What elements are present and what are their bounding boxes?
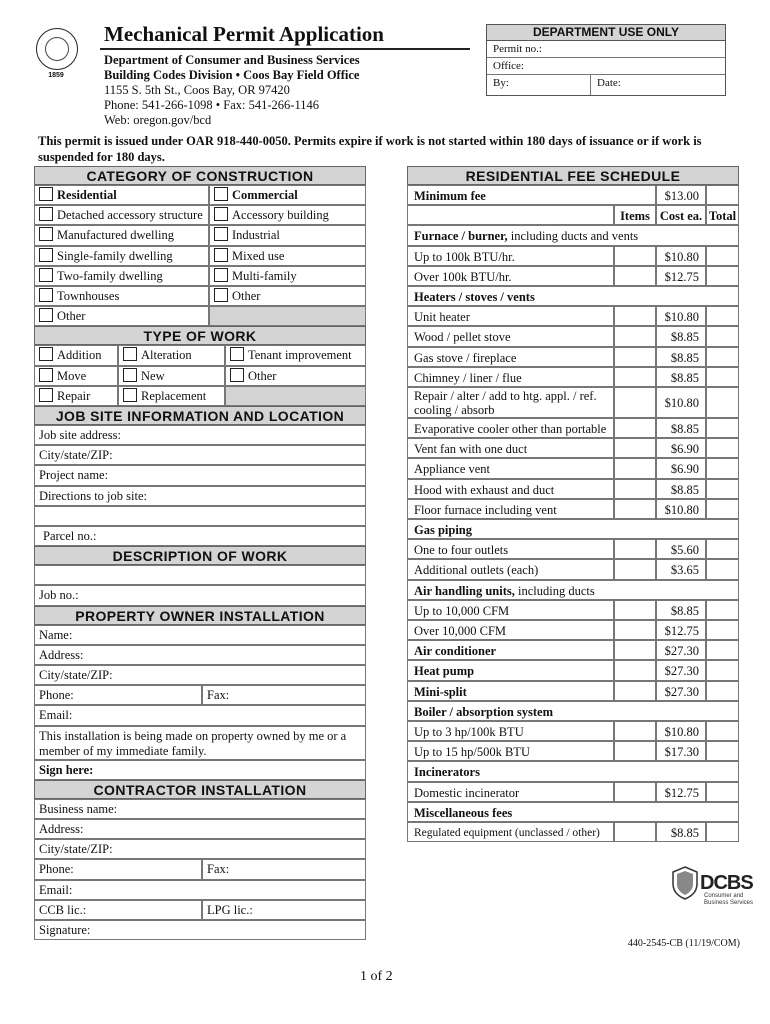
fee-item-1 [407,246,614,266]
fee-cost-value: $10.80 [656,387,706,418]
department-use-heading: DEPARTMENT USE ONLY [487,25,725,41]
category-right-1-label: Accessory building [232,208,329,223]
fee-item-7 [407,367,614,387]
fee-cost-value: $27.30 [656,640,706,660]
fee-items-input[interactable] [614,782,656,802]
fee-total-input[interactable] [706,782,739,802]
fee-items-input[interactable] [614,681,656,701]
fee-item-label: Regulated equipment (unclassed / other) [414,827,600,839]
category-right-0-checkbox[interactable] [214,187,228,201]
fee-item-24 [407,721,614,741]
job-site-heading: JOB SITE INFORMATION AND LOCATION [34,406,366,425]
category-left-5-label: Townhouses [57,289,120,303]
fee-group-label: Boiler / absorption system [414,704,554,719]
street-address: 1155 S. 5th St., Coos Bay, OR 97420 [104,83,290,97]
work-type-b-1[interactable] [118,366,225,386]
description-field[interactable] [34,565,366,585]
category-left-0[interactable] [34,185,209,205]
work-type-a-0[interactable] [34,345,118,365]
category-left-3-label: Single-family dwelling [57,248,173,263]
fee-item-label: Up to 100k BTU/hr. [414,249,515,264]
permit-no-field[interactable]: Permit no.: [487,41,725,58]
job-no-field[interactable]: Job no.: [34,585,366,605]
category-left-0-checkbox[interactable] [39,187,53,201]
work-type-b-2-checkbox[interactable] [123,388,137,402]
category-right-4-label: Multi-family [232,268,297,283]
fee-item-label: Up to 15 hp/500k BTU [414,745,530,760]
phone-fax: Phone: 541-266-1098 • Fax: 541-266-1146 [104,98,320,112]
fee-group-suffix: including ducts [514,583,595,598]
category-right-3-label: Mixed use [232,248,285,263]
fee-item-label: Unit heater [414,310,470,325]
fee-cost-value: $27.30 [656,681,706,701]
fee-cost-value: $3.65 [656,559,706,579]
fee-group-3 [407,286,739,306]
category-left-6-checkbox[interactable] [39,308,53,322]
category-right-3-checkbox[interactable] [214,248,228,262]
division-name: Building Codes Division • Coos Bay Field Office [104,68,360,82]
fee-item-15 [407,539,614,559]
category-left-4[interactable] [34,266,209,286]
col-total-header: Total [706,205,739,225]
title-divider [100,48,470,50]
fee-cost-value: $10.80 [656,306,706,326]
fee-items-input[interactable] [614,367,656,387]
contractor-heading: CONTRACTOR INSTALLATION [34,780,366,799]
fee-item-label: Domestic incinerator [414,785,520,800]
owner-heading: PROPERTY OWNER INSTALLATION [34,606,366,625]
owner-sign-field[interactable]: Sign here: [34,760,366,780]
logo-sub-line-2: Business Services [704,900,754,906]
fee-item-label: Wood / pellet stove [414,330,511,345]
fee-item-22 [407,681,614,701]
fee-group-label: Gas piping [414,523,473,537]
work-type-a-0-checkbox[interactable] [39,347,53,361]
category-right-5-checkbox[interactable] [214,288,228,302]
fee-items-input[interactable] [614,721,656,741]
fee-cost-value: $8.85 [656,479,706,499]
fee-group-28 [407,802,739,822]
fee-item-label: Over 10,000 CFM [414,624,507,638]
contractor-ccb-field[interactable]: CCB lic.: [34,900,202,920]
fee-items-input[interactable] [614,306,656,326]
fee-cost-value: $6.90 [656,438,706,458]
category-left-4-label: Two-family dwelling [57,268,163,283]
fee-group-label: Heaters / stoves / vents [414,290,535,304]
fee-total-input[interactable] [706,367,739,387]
min-fee-label: Minimum fee [407,185,656,205]
fee-item-label: Additional outlets (each) [414,563,539,578]
fee-cost-value: $27.30 [656,660,706,680]
category-right-4-checkbox[interactable] [214,268,228,282]
category-left-2-label: Manufactured dwelling [57,228,174,243]
owner-fax-field[interactable]: Fax: [202,685,366,705]
category-left-6[interactable] [34,306,209,326]
office-field[interactable]: Office: [487,58,725,75]
work-type-b-0-label: Alteration [141,348,192,363]
fee-total-input[interactable] [706,499,739,519]
fee-cost-value: $17.30 [656,741,706,761]
contractor-fax-field[interactable]: Fax: [202,859,366,879]
category-right-2-label: Industrial [232,228,280,243]
page-number: 1 of 2 [360,969,393,984]
owner-city-field[interactable]: City/state/ZIP: [34,665,366,685]
fee-group-0 [407,225,739,245]
fee-item-16 [407,559,614,579]
fee-cost-value: $8.85 [656,822,706,842]
fee-item-label: Heat pump [414,664,475,679]
fee-item-20 [407,640,614,660]
category-right-5-label: Other [232,289,261,303]
contractor-city-field[interactable]: City/state/ZIP: [34,839,366,859]
fee-items-input[interactable] [614,620,656,640]
fee-items-input[interactable] [614,479,656,499]
by-field[interactable]: By: [493,77,509,89]
contractor-lpg-field[interactable]: LPG lic.: [202,900,366,920]
fee-group-label: Air handling units, [414,583,515,598]
fee-group-suffix: including ducts and vents [507,229,639,244]
category-right-1-checkbox[interactable] [214,207,228,221]
fee-group-14 [407,519,739,539]
fee-item-29 [407,822,614,842]
fee-items-input[interactable] [614,246,656,266]
fee-group-23 [407,701,739,721]
fee-cost-value: $12.75 [656,266,706,286]
fee-item-18 [407,600,614,620]
fee-group-label: Incinerators [414,765,480,780]
fee-total-input[interactable] [706,660,739,680]
min-fee-value: $13.00 [656,185,706,205]
fee-item-label: Air conditioner [414,644,497,659]
fee-total-input[interactable] [706,620,739,640]
category-left-0-label: Residential [57,188,117,202]
contractor-address-field[interactable]: Address: [34,819,366,839]
fee-item-label: Chimney / liner / flue [414,370,522,385]
work-type-b-2-label: Replacement [141,388,207,403]
fee-item-4 [407,306,614,326]
job-site-city-field[interactable]: City/state/ZIP: [34,445,366,465]
work-type-a-2-label: Repair [57,388,91,403]
work-type-b-2[interactable] [118,386,225,406]
fee-cost-value: $10.80 [656,499,706,519]
category-left-6-label: Other [57,309,86,324]
category-left-2-checkbox[interactable] [39,227,53,241]
fee-total-input[interactable] [706,721,739,741]
fee-item-8 [407,387,614,418]
fee-total-input[interactable] [706,741,739,761]
fee-total-input[interactable] [706,600,739,620]
work-type-empty-cell [225,386,366,406]
category-right-0[interactable] [209,185,366,205]
fee-item-11 [407,458,614,478]
fee-item-5 [407,326,614,346]
fee-items-input[interactable] [614,266,656,286]
fee-item-13 [407,499,614,519]
fee-total-input[interactable] [706,822,739,842]
work-type-heading: TYPE OF WORK [34,326,366,345]
fee-total-input[interactable] [706,479,739,499]
seal-year: 1859 [48,72,64,79]
fee-group-26 [407,761,739,781]
fee-item-9 [407,418,614,438]
fee-cost-value: $8.85 [656,326,706,346]
fee-group-label: Miscellaneous fees [414,805,513,820]
dcbs-logo-subtitle [704,893,753,907]
fee-group-17 [407,580,739,600]
fee-total-input[interactable] [706,387,739,418]
category-left-3-checkbox[interactable] [39,248,53,262]
fee-items-input[interactable] [614,326,656,346]
fee-item-label-2: cooling / absorb [414,403,495,417]
fee-heading: RESIDENTIAL FEE SCHEDULE [407,166,739,185]
fee-total-input[interactable] [706,306,739,326]
work-type-a-2[interactable] [34,386,118,406]
fee-items-input[interactable] [614,458,656,478]
category-right-0-label: Commercial [232,188,298,202]
category-empty-cell [209,306,366,326]
fee-total-input[interactable] [706,246,739,266]
category-left-4-checkbox[interactable] [39,268,53,282]
work-type-b-1-checkbox[interactable] [123,368,137,382]
fee-item-19 [407,620,614,640]
form-code: 440-2545-CB (11/19/COM) [627,938,740,949]
fee-item-12 [407,479,614,499]
fee-cost-value: $10.80 [656,721,706,741]
fee-items-input[interactable] [614,640,656,660]
fee-total-input[interactable] [706,539,739,559]
directions-field-line-2[interactable] [34,506,366,526]
fee-total-input[interactable] [706,438,739,458]
fee-total-input[interactable] [706,266,739,286]
directions-field[interactable]: Directions to job site: [34,486,366,506]
col-items-header: Items [614,205,656,225]
fee-items-input[interactable] [614,418,656,438]
fee-item-25 [407,741,614,761]
category-left-2[interactable] [34,225,209,245]
work-type-a-1-checkbox[interactable] [39,368,53,382]
category-heading: CATEGORY OF CONSTRUCTION [34,166,366,185]
fee-items-input[interactable] [614,539,656,559]
work-type-a-0-label: Addition [57,348,102,363]
website: Web: oregon.gov/bcd [104,113,212,127]
fee-item-21 [407,660,614,680]
category-right-5[interactable] [209,286,366,306]
category-left-1-label: Detached accessory structure [57,208,203,223]
work-type-c-1-checkbox[interactable] [230,368,244,382]
fee-items-input[interactable] [614,499,656,519]
fee-total-input[interactable] [706,681,739,701]
category-left-5-checkbox[interactable] [39,288,53,302]
work-type-c-1-label: Other [248,368,277,383]
owner-phone-field[interactable]: Phone: [34,685,202,705]
fee-item-label: Up to 3 hp/100k BTU [414,725,524,739]
fee-header-blank [407,205,614,225]
category-right-2[interactable] [209,225,366,245]
date-field[interactable]: Date: [597,77,621,89]
category-left-3[interactable] [34,246,209,266]
job-site-address-field[interactable]: Job site address: [34,425,366,445]
seal-inner-ring [45,37,69,61]
fee-total-input[interactable] [706,326,739,346]
fee-item-label: One to four outlets [414,543,509,558]
category-right-3[interactable] [209,246,366,266]
contractor-email-field[interactable]: Email: [34,880,366,900]
fee-item-label: Mini-split [414,684,467,699]
fee-item-label: Hood with exhaust and duct [414,482,555,497]
owner-statement-line-2: member of my immediate family. [39,743,207,758]
min-fee-total[interactable] [706,185,739,205]
work-type-c-0-label: Tenant improvement [248,348,352,363]
fee-item-label: Over 100k BTU/hr. [414,269,512,284]
fee-group-label: Furnace / burner, [414,229,508,244]
permit-notice: This permit is issued under OAR 918-440-0050. Permits expire if work is not started within 180 days of issuance or if work is suspended for 180 days. [38,134,702,164]
fee-cost-value: $10.80 [656,246,706,266]
page-title: Mechanical Permit Application [104,22,384,46]
parcel-no-field[interactable]: Parcel no.: [34,526,366,546]
col-cost-header: Cost ea. [656,205,706,225]
fee-item-6 [407,347,614,367]
fee-items-input[interactable] [614,822,656,842]
fee-item-10 [407,438,614,458]
project-name-field[interactable]: Project name: [34,465,366,485]
contractor-phone-field[interactable]: Phone: [34,859,202,879]
fee-items-input[interactable] [614,387,656,418]
owner-address-field[interactable]: Address: [34,645,366,665]
fee-cost-value: $6.90 [656,458,706,478]
fee-items-input[interactable] [614,741,656,761]
category-right-2-checkbox[interactable] [214,227,228,241]
fee-cost-value: $5.60 [656,539,706,559]
work-type-b-0[interactable] [118,345,225,365]
fee-cost-value: $8.85 [656,347,706,367]
fee-total-input[interactable] [706,418,739,438]
fee-cost-value: $8.85 [656,418,706,438]
fee-cost-value: $12.75 [656,620,706,640]
fee-item-label: Gas stove / fireplace [414,350,517,365]
department-use-box [486,24,726,96]
category-right-4[interactable] [209,266,366,286]
owner-statement-line-1: This installation is being made on property owned by me or a [39,728,347,743]
fee-item-2 [407,266,614,286]
work-type-a-1[interactable] [34,366,118,386]
fee-total-input[interactable] [706,559,739,579]
fee-item-label: Floor furnace including vent [414,502,557,517]
dcbs-logo-text: DCBS [700,872,753,894]
fee-item-label: Evaporative cooler other than portable [414,422,607,436]
fee-items-input[interactable] [614,559,656,579]
description-heading: DESCRIPTION OF WORK [34,546,366,565]
work-type-c-1[interactable] [225,366,366,386]
fee-total-input[interactable] [706,458,739,478]
fee-cost-value: $12.75 [656,782,706,802]
category-left-5[interactable] [34,286,209,306]
fee-item-label: Appliance vent [414,462,491,477]
work-type-b-1-label: New [141,368,165,383]
category-left-1-checkbox[interactable] [39,207,53,221]
fee-item-label: Vent fan with one duct [414,442,528,457]
fee-item-27 [407,782,614,802]
fee-items-input[interactable] [614,438,656,458]
agency-address-block [104,53,360,128]
fee-cost-value: $8.85 [656,367,706,387]
fee-total-input[interactable] [706,347,739,367]
fee-total-input[interactable] [706,640,739,660]
fee-item-label: Repair / alter / add to htg. appl. / ref. [414,389,597,403]
contractor-signature-field[interactable]: Signature: [34,920,366,940]
fee-item-label: Up to 10,000 CFM [414,603,510,618]
work-type-a-1-label: Move [57,368,87,383]
work-type-c-0-checkbox[interactable] [230,347,244,361]
owner-statement [34,726,366,760]
fee-items-input[interactable] [614,347,656,367]
dcbs-shield-icon [672,866,698,900]
work-type-a-2-checkbox[interactable] [39,388,53,402]
logo-sub-line-1: Consumer and [704,893,744,899]
fee-items-input[interactable] [614,600,656,620]
fee-items-input[interactable] [614,660,656,680]
work-type-c-0[interactable] [225,345,366,365]
fee-cost-value: $8.85 [656,600,706,620]
owner-email-field[interactable]: Email: [34,705,366,725]
contractor-business-field[interactable]: Business name: [34,799,366,819]
department-name: Department of Consumer and Business Services [104,53,360,67]
category-left-1[interactable] [34,205,209,225]
owner-name-field[interactable]: Name: [34,625,366,645]
category-right-1[interactable] [209,205,366,225]
work-type-b-0-checkbox[interactable] [123,347,137,361]
